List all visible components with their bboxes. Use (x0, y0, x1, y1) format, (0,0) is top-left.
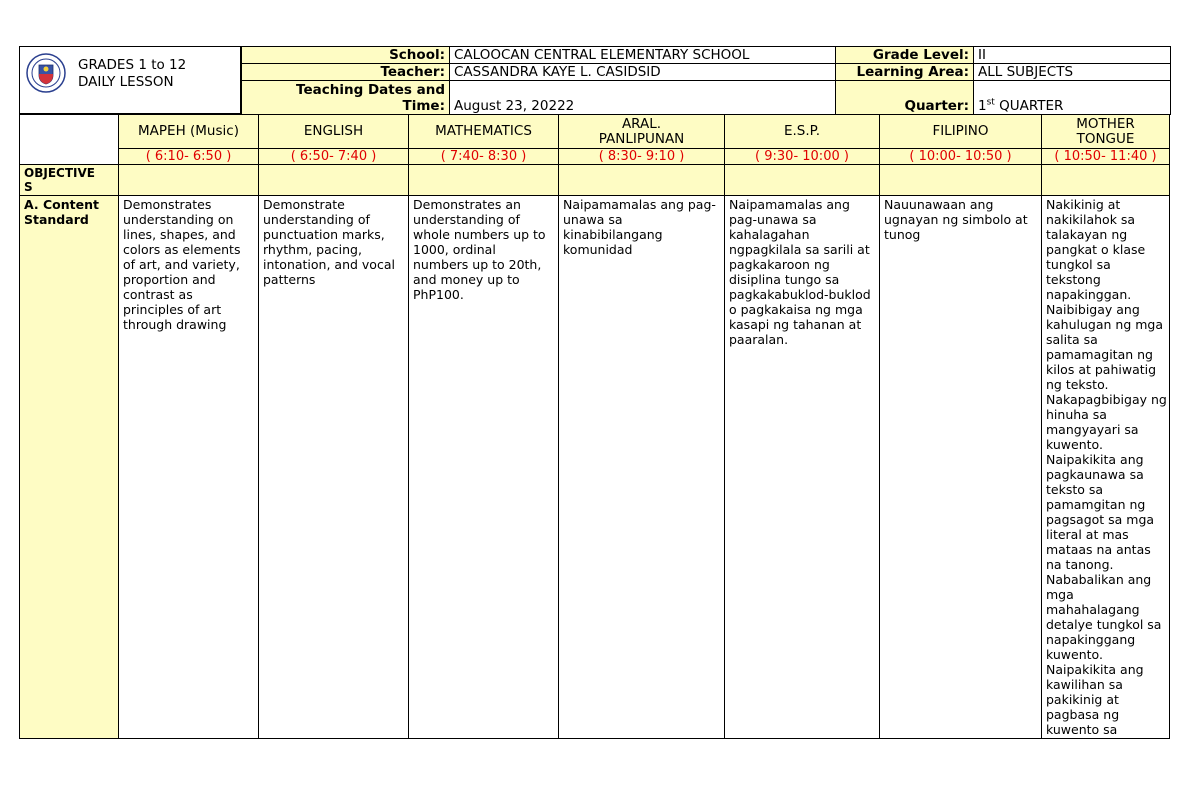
objectives-row (20, 165, 1170, 196)
dates-row (242, 81, 1171, 115)
teaching-dates-label (242, 81, 450, 115)
teacher-label: Teacher: (242, 64, 450, 81)
subject-mt-line1: MOTHER (1076, 115, 1135, 132)
content-standard-filipino: Nauunawaan ang ugnayan ng simbolo at tunog (880, 196, 1042, 739)
content-standard-label (20, 196, 119, 739)
content-standard-label-line2: Standard (24, 212, 89, 227)
quarter-label: Quarter: (836, 81, 974, 115)
corner-cell (20, 115, 119, 165)
content-standard-mapeh: Demonstrates understanding on lines, shapes, and colors as elements of art, and variety, proportion and contrast as principles of art through drawing (119, 196, 259, 739)
school-value: CALOOCAN CENTRAL ELEMENTARY SCHOOL (450, 47, 836, 64)
quarter-text: QUARTER (994, 98, 1064, 114)
subject-header-row (20, 115, 1170, 149)
objectives-cell (1042, 165, 1170, 196)
time-araling-panlipunan: ( 8:30- 9:10 ) (559, 149, 725, 165)
objectives-cell (725, 165, 880, 196)
subject-filipino: FILIPINO (880, 115, 1042, 149)
objectives-label (20, 165, 119, 196)
time-mapeh: ( 6:10- 6:50 ) (119, 149, 259, 165)
time-filipino: ( 10:00- 10:50 ) (880, 149, 1042, 165)
subject-araling-panlipunan (559, 115, 725, 149)
content-standard-mother-tongue: Nakikinig at nakikilahok sa talakayan ng pangkat o klase tungkol sa tekstong napakinggan. Naibibigay ang kahulugan ng mga salita sa pamamagitan ng kilos at pahiwatig ng teksto. Nakapagbibigay ng hinuha sa mangyayari sa kuwento. Naipakikita ang pagkaunawa sa teksto sa pamamgitan ng pagsagot sa mga literal at mas mataas na antas na tanong. Nababalikan ang mga mahahalagang detalye tungkol sa napakinggang kuwento. Naipakikita ang kawilihan sa pakikinig at pagbasa ng kuwento sa (1042, 196, 1170, 739)
quarter-number: 1 (978, 98, 987, 114)
objectives-cell (559, 165, 725, 196)
subject-mt-line2: TONGUE (1076, 130, 1135, 147)
teacher-row (242, 64, 1171, 81)
grade-level-label: Grade Level: (836, 47, 974, 64)
content-standard-label-line1: A. Content (24, 197, 99, 212)
time-english: ( 6:50- 7:40 ) (259, 149, 409, 165)
content-standard-row (20, 196, 1170, 739)
quarter-value (974, 81, 1171, 115)
subject-esp: E.S.P. (725, 115, 880, 149)
time-mother-tongue: ( 10:50- 11:40 ) (1042, 149, 1170, 165)
content-standard-english: Demonstrate understanding of punctuation marks, rhythm, pacing, intonation, and vocal patterns (259, 196, 409, 739)
lesson-plan-table (19, 114, 1170, 739)
quarter-suffix: st (986, 97, 995, 108)
teaching-dates-label-line1: Teaching Dates and (296, 82, 445, 98)
learning-area-value: ALL SUBJECTS (974, 64, 1171, 81)
title-line-1: GRADES 1 to 12 (78, 57, 187, 73)
content-standard-esp: Naipamamalas ang pag-unawa sa kahalagahan ngpagkilala sa sarili at pagkakaroon ng disiplina tungo sa pagkakabuklod-buklod o pagkakaisa ng mga kasapi ng tahanan at paaralan. (725, 196, 880, 739)
school-row (242, 47, 1171, 64)
school-label: School: (242, 47, 450, 64)
header-info-table (241, 46, 1171, 115)
objectives-cell (259, 165, 409, 196)
subject-mapeh: MAPEH (Music) (119, 115, 259, 149)
subject-english: ENGLISH (259, 115, 409, 149)
deped-seal-icon (26, 53, 66, 93)
content-standard-araling-panlipunan: Naipamamalas ang pag-unawa sa kinabibilangang komunidad (559, 196, 725, 739)
subject-mathematics: MATHEMATICS (409, 115, 559, 149)
time-esp: ( 9:30- 10:00 ) (725, 149, 880, 165)
subject-ap-line2: PANLIPUNAN (598, 130, 685, 147)
grade-level-value: II (974, 47, 1171, 64)
content-standard-mathematics: Demonstrates an understanding of whole numbers up to 1000, ordinal numbers up to 20th, and money up to PhP100. (409, 196, 559, 739)
objectives-cell (880, 165, 1042, 196)
learning-area-label: Learning Area: (836, 64, 974, 81)
title-box (19, 46, 241, 114)
title-line-2: DAILY LESSON (78, 74, 174, 90)
objectives-cell (409, 165, 559, 196)
subject-mother-tongue (1042, 115, 1170, 149)
teaching-dates-value: August 23, 20222 (450, 81, 836, 115)
time-row (20, 149, 1170, 165)
objectives-label-line2: S (24, 180, 33, 194)
objectives-cell (119, 165, 259, 196)
teaching-dates-label-line2: Time: (402, 98, 445, 114)
teacher-value: CASSANDRA KAYE L. CASIDSID (450, 64, 836, 81)
objectives-label-line1: OBJECTIVE (24, 166, 95, 180)
time-mathematics: ( 7:40- 8:30 ) (409, 149, 559, 165)
subject-ap-line1: ARAL. (621, 115, 662, 132)
